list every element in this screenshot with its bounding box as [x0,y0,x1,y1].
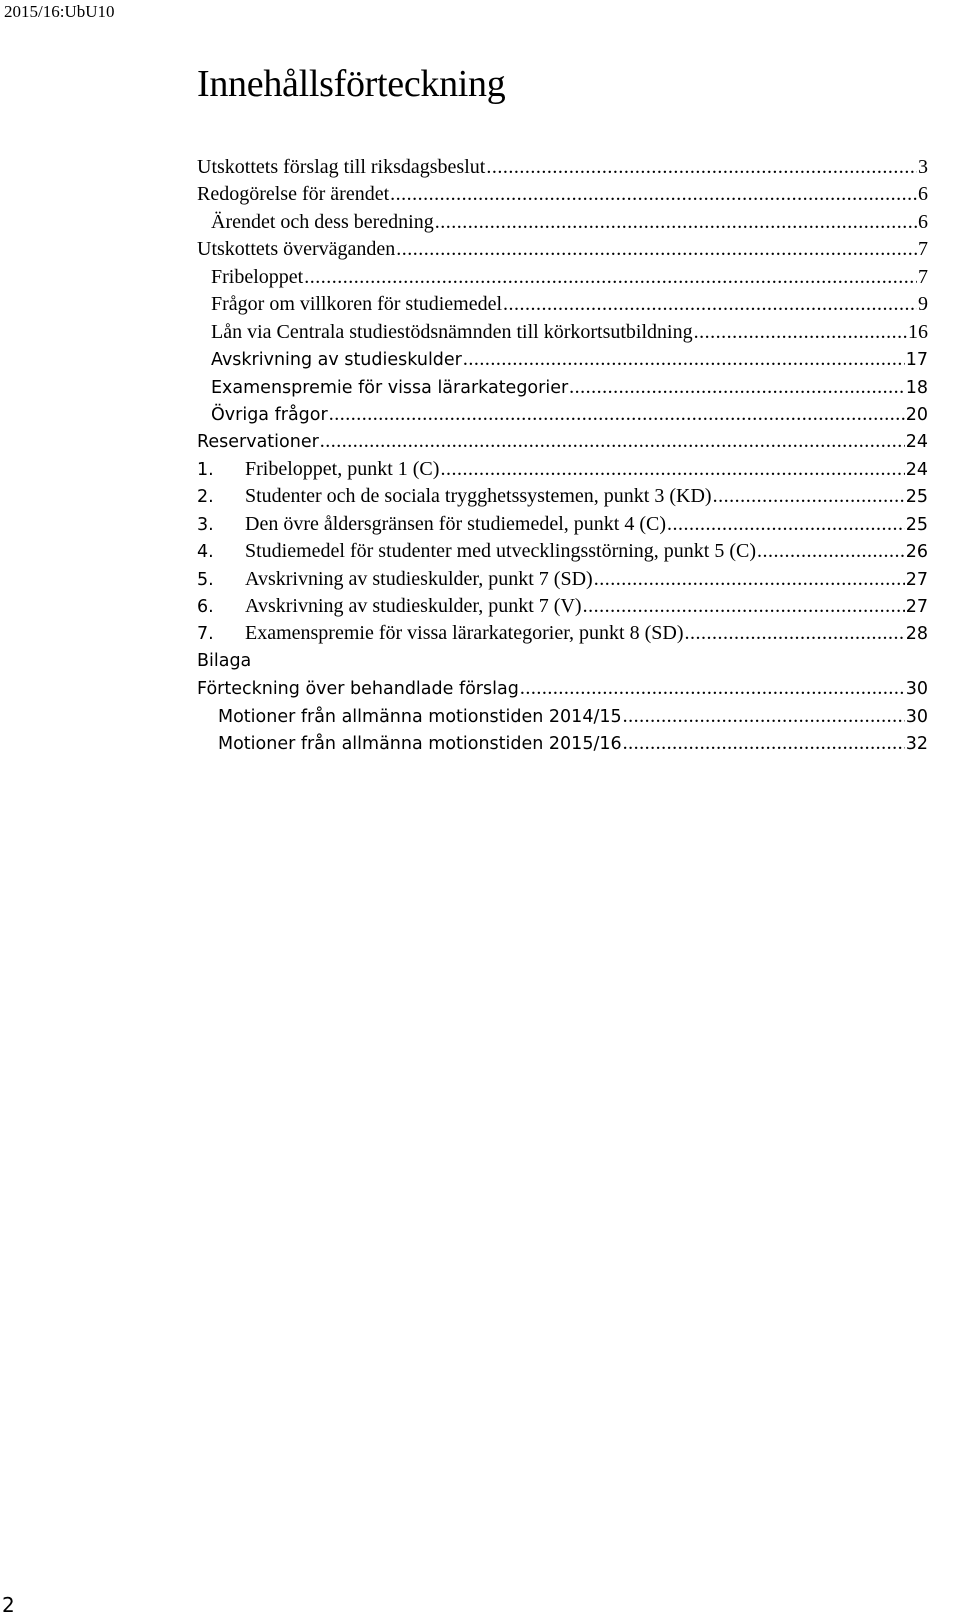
toc-entry-number: 4. [197,542,214,563]
toc-entry-examenspremie[interactable] [197,374,928,401]
toc-entry-label: Fribeloppet, punkt 1 (C) [245,457,440,480]
toc-entry-number: 2. [197,487,214,508]
toc-entry-label: Studiemedel för studenter med utvecklingsstörning, punkt 5 (C) [245,540,757,563]
toc-dot-leader [685,620,905,647]
toc-dot-leader [503,291,917,318]
toc-entry-fribeloppet[interactable] [197,264,928,291]
toc-dot-leader [320,428,905,455]
toc-entry-avskrivning[interactable] [197,346,928,373]
toc-entry-label: Förteckning över behandlade förslag [197,679,519,700]
toc-entry-label: Frågor om villkoren för studiemedel [211,293,503,316]
toc-entry-ovriga-fragor[interactable] [197,401,928,428]
toc-entry-reservation-4[interactable] [197,538,928,565]
toc-dot-leader [390,181,917,208]
toc-dot-leader [486,154,917,181]
toc-entry-page: 27 [905,569,928,590]
toc-entry-label: Motioner från allmänna motionstiden 2014/15 [218,706,622,727]
toc-entry-number: 3. [197,514,214,535]
toc-entry-page: 27 [905,597,928,617]
toc-entry-label: Utskottets överväganden [197,238,396,261]
toc-entry-reservation-2[interactable] [197,483,928,510]
toc-entry-page: 9 [918,293,928,316]
toc-entry-forteckning[interactable] [197,675,928,702]
toc-dot-leader [396,236,917,263]
toc-entry-reservationer[interactable] [197,428,928,455]
toc-entry-label: Motioner från allmänna motionstiden 2015/16 [218,734,622,755]
toc-entry-lan-csn[interactable] [197,319,928,346]
toc-entry-motioner-2015-16[interactable] [197,730,928,757]
toc-entry-label: Avskrivning av studieskulder, punkt 7 (SD) [245,567,593,590]
toc-dot-leader [304,264,917,291]
toc-entry-utskottets-forslag[interactable] [197,154,928,181]
toc-entry-label: Studenter och de sociala trygghetssystemen, punkt 3 (KD) [245,485,712,508]
toc-entry-reservation-1[interactable] [197,456,928,483]
page-title: Innehållsförteckning [197,63,506,105]
toc-entry-arendet[interactable] [197,209,928,236]
toc-dot-leader [520,675,905,702]
toc-dot-leader [694,319,907,346]
toc-entry-label: Examenspremie för vissa lärarkategorier [211,377,569,398]
toc-dot-leader [329,401,905,428]
toc-entry-page: 26 [905,542,928,563]
toc-entry-page: 3 [918,156,928,178]
page-number: 2 [2,1593,15,1617]
toc-entry-number: 6. [197,597,214,617]
toc-entry-page: 24 [905,432,928,453]
toc-entry-page: 6 [918,183,928,206]
toc-entry-page: 32 [905,734,928,755]
toc-entry-utskottets-overvaganden[interactable] [197,236,928,263]
toc-entry-page: 24 [905,459,928,480]
toc-entry-label: Examenspremie för vissa lärarkategorier, punkt 8 (SD) [245,622,684,645]
toc-entry-reservation-7[interactable] [197,620,928,647]
toc-entry-page: 28 [905,624,928,645]
toc-dot-leader [623,703,905,730]
toc-entry-page: 30 [905,706,928,727]
toc-entry-label: Avskrivning av studieskulder, punkt 7 (V) [245,595,582,617]
toc-entry-label: Utskottets förslag till riksdagsbeslut [197,156,486,178]
toc-entry-number: 5. [197,569,214,590]
toc-entry-page: 7 [918,265,928,288]
toc-entry-reservation-5[interactable] [197,566,928,593]
toc-entry-page: 6 [918,210,928,233]
toc-entry-villkoren[interactable] [197,291,928,318]
toc-dot-leader [757,538,905,565]
toc-entry-page: 30 [905,679,928,700]
toc-dot-leader [569,374,905,401]
toc-entry-page: 7 [918,238,928,261]
table-of-contents [197,154,928,758]
toc-entry-label: Avskrivning av studieskulder [211,350,462,371]
toc-entry-reservation-6[interactable] [197,593,928,620]
toc-entry-page: 25 [905,487,928,508]
toc-dot-leader [667,511,905,538]
toc-entry-label: Ärendet och dess beredning [211,210,434,233]
toc-entry-label: Lån via Centrala studiestödsnämnden till körkortsutbildning [211,320,693,343]
toc-entry-label: Fribeloppet [211,265,304,288]
toc-entry-motioner-2014-15[interactable] [197,703,928,730]
toc-dot-leader [440,456,904,483]
toc-entry-reservation-3[interactable] [197,511,928,538]
toc-entry-page: 18 [905,377,928,398]
toc-section-label: Bilaga [197,650,252,671]
toc-dot-leader [463,346,905,373]
toc-entry-label: Övriga frågor [211,404,328,425]
toc-dot-leader [594,566,905,593]
toc-dot-leader [623,730,905,757]
toc-entry-bilaga [197,648,928,675]
toc-entry-redogorelse[interactable] [197,181,928,208]
toc-entry-page: 25 [905,514,928,535]
toc-dot-leader [435,209,917,236]
toc-entry-label: Reservationer [197,432,319,453]
toc-entry-number: 1. [197,459,214,480]
toc-entry-page: 16 [908,320,928,343]
toc-entry-page: 17 [905,350,928,371]
toc-entry-label: Redogörelse för ärendet [197,183,390,206]
toc-entry-label: Den övre åldersgränsen för studiemedel, punkt 4 (C) [245,512,666,535]
document-id: 2015/16:UbU10 [4,2,115,21]
toc-dot-leader [713,483,905,510]
toc-entry-page: 20 [905,404,928,425]
toc-entry-number: 7. [197,624,214,645]
toc-dot-leader [583,593,905,620]
